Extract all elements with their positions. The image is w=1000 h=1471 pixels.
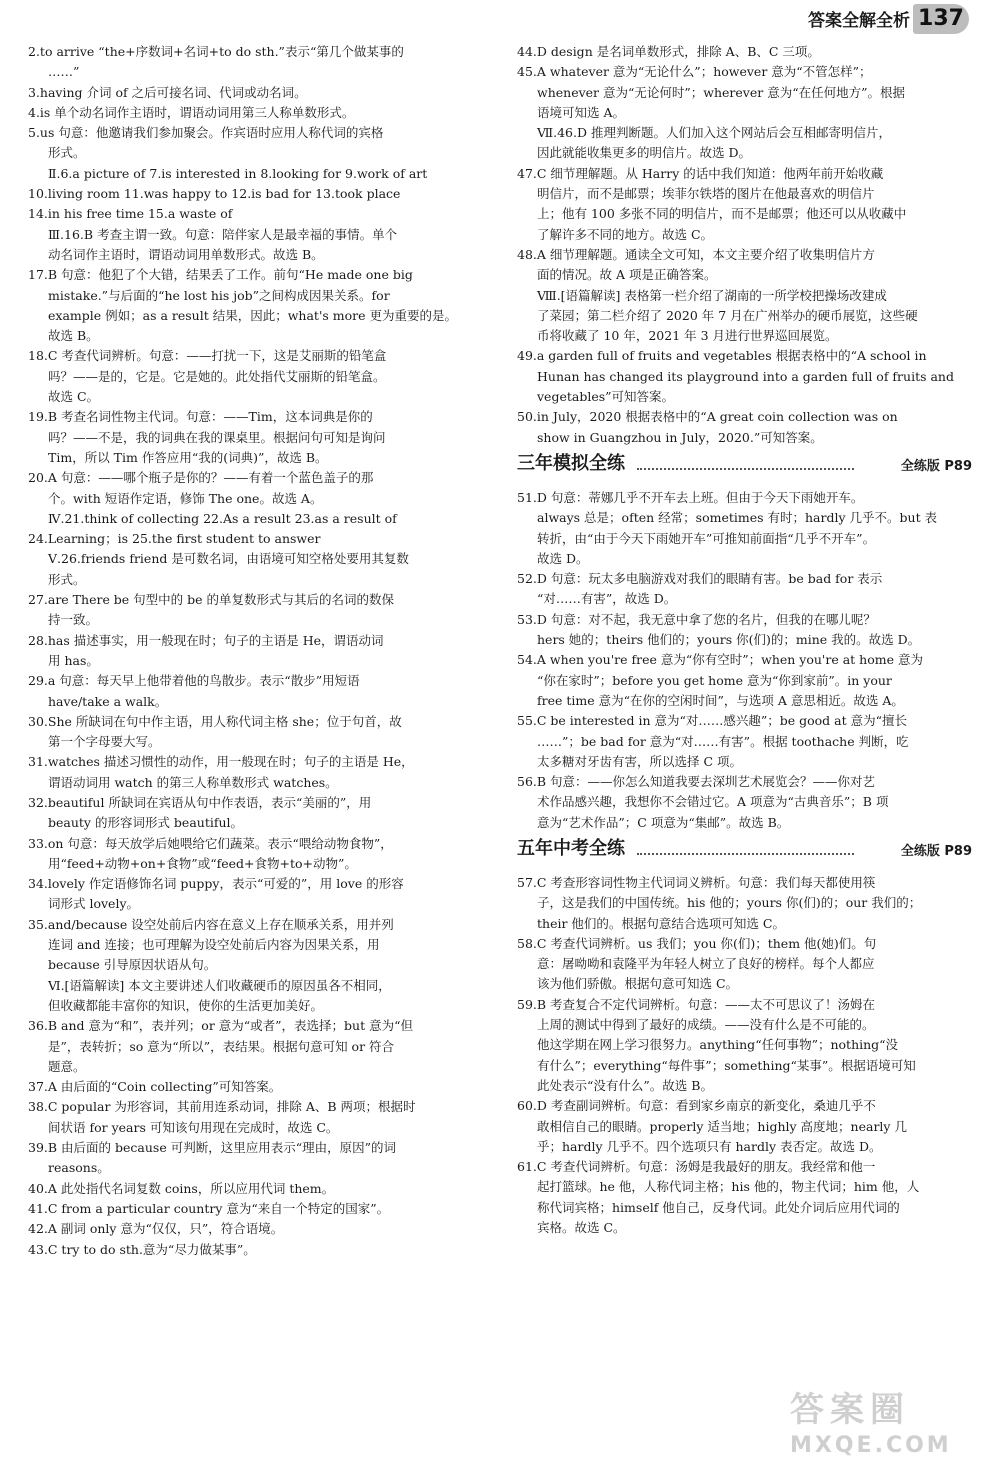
answer-line: vegetables”可知答案。 — [537, 389, 675, 405]
answer-line: 连词 and 连接；也可理解为设空处前后内容为因果关系，用 — [48, 937, 380, 953]
answer-line: 了解许多不同的地方。故选 C。 — [537, 226, 714, 242]
answer-line: 2.to arrive “the+序数词+名词+to do sth.”表示“第几个做某事的 — [28, 44, 404, 59]
answer-line: 用“feed+动物+on+食物”或“feed+食物+to+动物”。 — [48, 855, 357, 871]
answer-line: example 例如；as a result 结果，因此；what's more 更为重要的是。 — [48, 307, 457, 323]
answer-line: 该为他们骄傲。根据句意可知选 C。 — [537, 976, 739, 992]
section-header-five-year — [517, 837, 972, 869]
page-header — [0, 0, 1000, 40]
answer-line: Ⅷ.[语篇解读] 表格第一栏介绍了湖南的一所学校把操场改建成 — [537, 287, 887, 303]
answer-line: 题意。 — [48, 1058, 86, 1074]
answer-line: 39.B 由后面的 because 可判断，这里应用表示“理由，原因”的词 — [28, 1140, 396, 1156]
answer-line: 乎；hardly 几乎不。四个选项只有 hardly 表否定。故选 D。 — [537, 1138, 882, 1154]
answer-line: 因此就能收集更多的明信片。故选 D。 — [537, 145, 751, 161]
answer-line: 52.D 句意：玩太多电脑游戏对我们的眼睛有害。be bad for 表示 — [517, 571, 883, 587]
answer-line: 34.lovely 作定语修饰名词 puppy，表示“可爱的”，用 love 的形容 — [28, 876, 404, 892]
answer-line: always 总是；often 经常；sometimes 有时；hardly 几乎不。but 表 — [537, 510, 938, 526]
answer-line: Ⅵ.[语篇解读] 本文主要讲述人们收藏硬币的原因虽各不相同， — [48, 977, 391, 993]
answer-line: 54.A when you're free 意为“你有空时”；when you're at home 意为 — [517, 652, 923, 668]
answer-line: 49.a garden full of fruits and vegetables 根据表格中的“A school in — [517, 348, 927, 364]
answer-line: 币将收藏了 10 年，2021 年 3 月进行世界巡回展览。 — [537, 328, 838, 344]
answer-line: 24.Learning；is 25.the first student to answer — [28, 531, 321, 547]
answer-line: 19.B 考查名词性物主代词。句意：——Tim，这本词典是你的 — [28, 409, 373, 425]
answer-line: 44.D design 是名词单数形式，排除 A、B、C 三项。 — [517, 44, 820, 59]
answer-line: 用 has。 — [48, 652, 99, 668]
answer-line: 43.C try to do sth.意为“尽力做某事”。 — [28, 1241, 256, 1257]
section-title: 三年模拟全练 — [517, 452, 625, 474]
dotted-leader — [637, 468, 854, 470]
answer-line: 个。with 短语作定语，修饰 The one。故选 A。 — [48, 490, 323, 506]
answer-line: 36.B and 意为“和”，表并列；or 意为“或者”，表选择；but 意为“但 — [28, 1018, 413, 1034]
answer-line: free time 意为“在你的空闲时间”，与选项 A 意思相近。故选 A。 — [537, 692, 904, 708]
answer-line: 形式。 — [48, 145, 86, 161]
left-column — [28, 42, 498, 1260]
answer-line: 太多糖对牙齿有害，所以选择 C 项。 — [537, 753, 743, 769]
answer-line: 53.D 句意：对不起，我无意中拿了您的名片，但我的在哪儿呢？ — [517, 611, 876, 627]
answer-line: 吗？——不是，我的词典在我的课桌里。根据问句可知是询问 — [48, 429, 386, 445]
answer-line: reasons。 — [48, 1160, 110, 1176]
answer-line: beauty 的形容词形式 beautiful。 — [48, 815, 244, 831]
answer-line: 5.us 句意：他邀请我们参加聚会。作宾语时应用人称代词的宾格 — [28, 125, 384, 141]
answer-line: 35.and/because 设空处前后内容在意义上存在顺承关系，用并列 — [28, 916, 394, 932]
answer-line: 子，这是我们的中国传统。his 他的；yours 你(们)的；our 我们的； — [537, 895, 922, 911]
answer-line: 宾格。故选 C。 — [537, 1220, 626, 1236]
answer-line: 上周的测试中得到了最好的成绩。——没有什么是不可能的。 — [537, 1017, 875, 1033]
answer-line: 意：屠呦呦和袁隆平为年轻人树立了良好的榜样。每个人都应 — [537, 956, 875, 972]
section-title: 五年中考全练 — [517, 837, 625, 859]
answer-line: 了菜园；第二栏介绍了 2020 年 7 月在广州举办的硬币展览，这些硬 — [537, 307, 918, 323]
right-column — [517, 42, 972, 1238]
answer-line: 语境可知选 A。 — [537, 104, 626, 120]
answer-line: their 他们的。根据句意结合选项可知选 C。 — [537, 915, 785, 931]
answer-line: 29.a 句意：每天早上他带着他的鸟散步。表示“散步”用短语 — [28, 673, 360, 689]
answer-line: Ⅱ.6.a picture of 7.is interested in 8.looking for 9.work of art — [48, 165, 428, 181]
answers-57-61 — [517, 873, 972, 1238]
answer-line: 明信片，而不是邮票；埃菲尔铁塔的图片在他最喜欢的明信片 — [537, 186, 875, 202]
answer-line: because 引导原因状语从句。 — [48, 957, 217, 973]
section-ref: 全练版 P89 — [900, 458, 972, 474]
answer-line: 但收藏都能丰富你的知识，使你的生活更加美好。 — [48, 997, 324, 1013]
answer-line: 吗？——是的，它是。它是她的。此处指代艾丽斯的铅笔盒。 — [48, 368, 386, 384]
answer-line: 词形式 lovely。 — [48, 896, 140, 912]
answer-line: 28.has 描述事实，用一般现在时；句子的主语是 He，谓语动词 — [28, 632, 384, 648]
answer-line: ……” — [48, 64, 80, 80]
answer-line: 59.B 考查复合不定代词辨析。句意：——太不可思议了！汤姆在 — [517, 996, 876, 1012]
answer-line: 60.D 考查副词辨析。句意：看到家乡南京的新变化，桑迪几乎不 — [517, 1098, 876, 1114]
answer-line: 有什么”；everything“每件事”；something“某事”。根据语境可知 — [537, 1057, 916, 1073]
answer-line: 38.C popular 为形容词，其前用连系动词，排除 A、B 两项；根据时 — [28, 1099, 416, 1115]
answer-line: 27.are There be 句型中的 be 的单复数形式与其后的名词的数保 — [28, 592, 395, 608]
answer-line: 41.C from a particular country 意为“来自一个特定的国家”。 — [28, 1200, 390, 1216]
answer-line: 此处表示“没有什么”。故选 B。 — [537, 1077, 713, 1093]
answer-line: 谓语动词用 watch 的第三人称单数形式 watches。 — [48, 774, 338, 790]
watermark-bottom-text: MXQE.COM — [790, 1433, 952, 1458]
answer-line: show in Guangzhou in July，2020.”可知答案。 — [537, 429, 823, 445]
answer-line: 18.C 考查代词辨析。句意：——打扰一下，这是艾丽斯的铅笔盒 — [28, 348, 387, 364]
answer-line: 33.on 句意：每天放学后她喂给它们蔬菜。表示“喂给动物食物”， — [28, 835, 393, 851]
answer-line: 45.A whatever 意为“无论什么”；however 意为“不管怎样”； — [517, 64, 872, 80]
answer-line: 30.She 所缺词在句中作主语，用人称代词主格 she；位于句首，故 — [28, 713, 402, 729]
section-header-three-year — [517, 452, 972, 484]
answer-line: Tim，所以 Tim 作答应用“我的(词典)”，故选 B。 — [48, 449, 328, 465]
answer-line: 故选 B。 — [48, 328, 99, 344]
answer-line: 20.A 句意：——哪个瓶子是你的？——有着一个蓝色盖子的那 — [28, 470, 374, 486]
answer-line: 55.C be interested in 意为“对……感兴趣”；be good at 意为“擅长 — [517, 713, 907, 729]
page-number: 137 — [913, 4, 969, 34]
answer-line: 起打篮球。he 他，人称代词主格；his 他的，物主代词；him 他，人 — [537, 1179, 920, 1195]
answer-line: whenever 意为“无论何时”；wherever 意为“在任何地方”。根据 — [537, 84, 905, 100]
answer-line: 转折，由“由于今天下雨她开车”可推知前面指“几乎不开车”。 — [537, 530, 876, 546]
answer-line: 17.B 句意：他犯了个大错，结果丢了工作。前句“He made one big — [28, 267, 413, 283]
answer-line: 32.beautiful 所缺词在宾语从句中作表语，表示“美丽的”，用 — [28, 794, 372, 810]
answer-line: 故选 D。 — [537, 550, 589, 566]
section-ref: 全练版 P89 — [900, 843, 972, 859]
answer-line: “你在家时”；before you get home 意为“你到家前”。in your — [537, 672, 892, 688]
answer-line: Ⅳ.21.think of collecting 22.As a result 23.as a result of — [48, 510, 397, 526]
answer-line: 故选 C。 — [48, 389, 100, 405]
answer-line: 47.C 细节理解题。从 Harry 的话中我们知道：他两年前开始收藏 — [517, 165, 884, 181]
answer-line: hers 她的；theirs 他们的；yours 你(们)的；mine 我的。故选 D。 — [537, 632, 921, 648]
answer-line: 58.C 考查代词辨析。us 我们；you 你(们)；them 他(她)们。句 — [517, 935, 877, 951]
answer-line: 3.having 介词 of 之后可接名词、代词或动名词。 — [28, 84, 307, 100]
answer-line: “对……有害”，故选 D。 — [537, 591, 677, 607]
answer-line: 10.living room 11.was happy to 12.is bad for 13.took place — [28, 186, 401, 202]
answer-line: 4.is 单个动名词作主语时，谓语动词用第三人称单数形式。 — [28, 104, 355, 120]
answer-line: 形式。 — [48, 571, 86, 587]
header-label: 答案全解全析 — [808, 11, 910, 31]
answer-line: 是”，表转折；so 意为“所以”，表结果。根据句意可知 or 符合 — [48, 1038, 395, 1054]
answer-line: 51.D 句意：蒂娜几乎不开车去上班。但由于今天下雨她开车。 — [517, 489, 864, 505]
answer-line: 称代词宾格；himself 他自己，反身代词。此处介词后应用代词的 — [537, 1199, 900, 1215]
answer-line: Ⅴ.26.friends friend 是可数名词，由语境可知空格处要用其复数 — [48, 551, 409, 567]
answer-line: 动名词作主语时，谓语动词用单数形式。故选 B。 — [48, 246, 324, 262]
answer-line: Hunan has changed its playground into a garden full of fruits and — [537, 368, 954, 384]
answer-line: 间状语 for years 可知该句用现在完成时，故选 C。 — [48, 1119, 339, 1135]
answer-line: 56.B 句意：——你怎么知道我要去深圳艺术展览会？——你对艺 — [517, 774, 876, 790]
answer-line: 持一致。 — [48, 612, 99, 628]
answer-line: 61.C 考查代词辨析。句意：汤姆是我最好的朋友。我经常和他一 — [517, 1159, 876, 1175]
answer-line: 他这学期在网上学习很努力。anything“任何事物”；nothing“没 — [537, 1037, 899, 1053]
answer-line: 57.C 考查形容词性物主代词词义辨析。句意：我们每天都使用筷 — [517, 874, 876, 890]
watermark-top-text: 答案圈 — [790, 1390, 910, 1430]
answer-line: Ⅲ.16.B 考查主谓一致。句意：陪伴家人是最幸福的事情。单个 — [48, 226, 398, 242]
answer-line: 14.in his free time 15.a waste of — [28, 206, 233, 222]
answer-line: 面的情况。故 A 项是正确答案。 — [537, 267, 717, 283]
answers-51-56 — [517, 488, 972, 833]
answer-line: mistake.”与后面的“he lost his job”之间构成因果关系。for — [48, 287, 390, 303]
dotted-leader — [637, 853, 854, 855]
answer-line: 第一个字母要大写。 — [48, 734, 161, 750]
answer-line: 50.in July，2020 根据表格中的“A great coin collection was on — [517, 409, 898, 425]
answer-line: have/take a walk。 — [48, 693, 168, 709]
answer-line: 37.A 由后面的“Coin collecting”可知答案。 — [28, 1079, 282, 1095]
answer-line: 42.A 副词 only 意为“仅仅，只”，符合语境。 — [28, 1221, 284, 1237]
answer-line: 40.A 此处指代名词复数 coins，所以应用代词 them。 — [28, 1180, 335, 1196]
watermark-logo — [790, 1382, 990, 1462]
answer-line: 上；他有 100 多张不同的明信片，而不是邮票；他还可以从收藏中 — [537, 206, 907, 222]
answer-line: 31.watches 描述习惯性的动作，用一般现在时；句子的主语是 He， — [28, 754, 414, 770]
answer-line: 敢相信自己的眼睛。properly 适当地；highly 高度地；nearly 几 — [537, 1118, 907, 1134]
answers-44-50 — [517, 42, 972, 448]
answer-line: 意为“艺术作品”；C 项意为“集邮”。故选 B。 — [537, 814, 790, 830]
answer-line: ……”；be bad for 意为“对……有害”。根据 toothache 判断，吃 — [537, 733, 909, 749]
answer-line: 术作品感兴趣，我想你不会错过它。A 项意为“古典音乐”；B 项 — [537, 794, 889, 810]
answer-line: 48.A 细节理解题。通读全文可知，本文主要介绍了收集明信片方 — [517, 246, 875, 262]
answer-line: Ⅶ.46.D 推理判断题。人们加入这个网站后会互相邮寄明信片， — [537, 125, 891, 141]
